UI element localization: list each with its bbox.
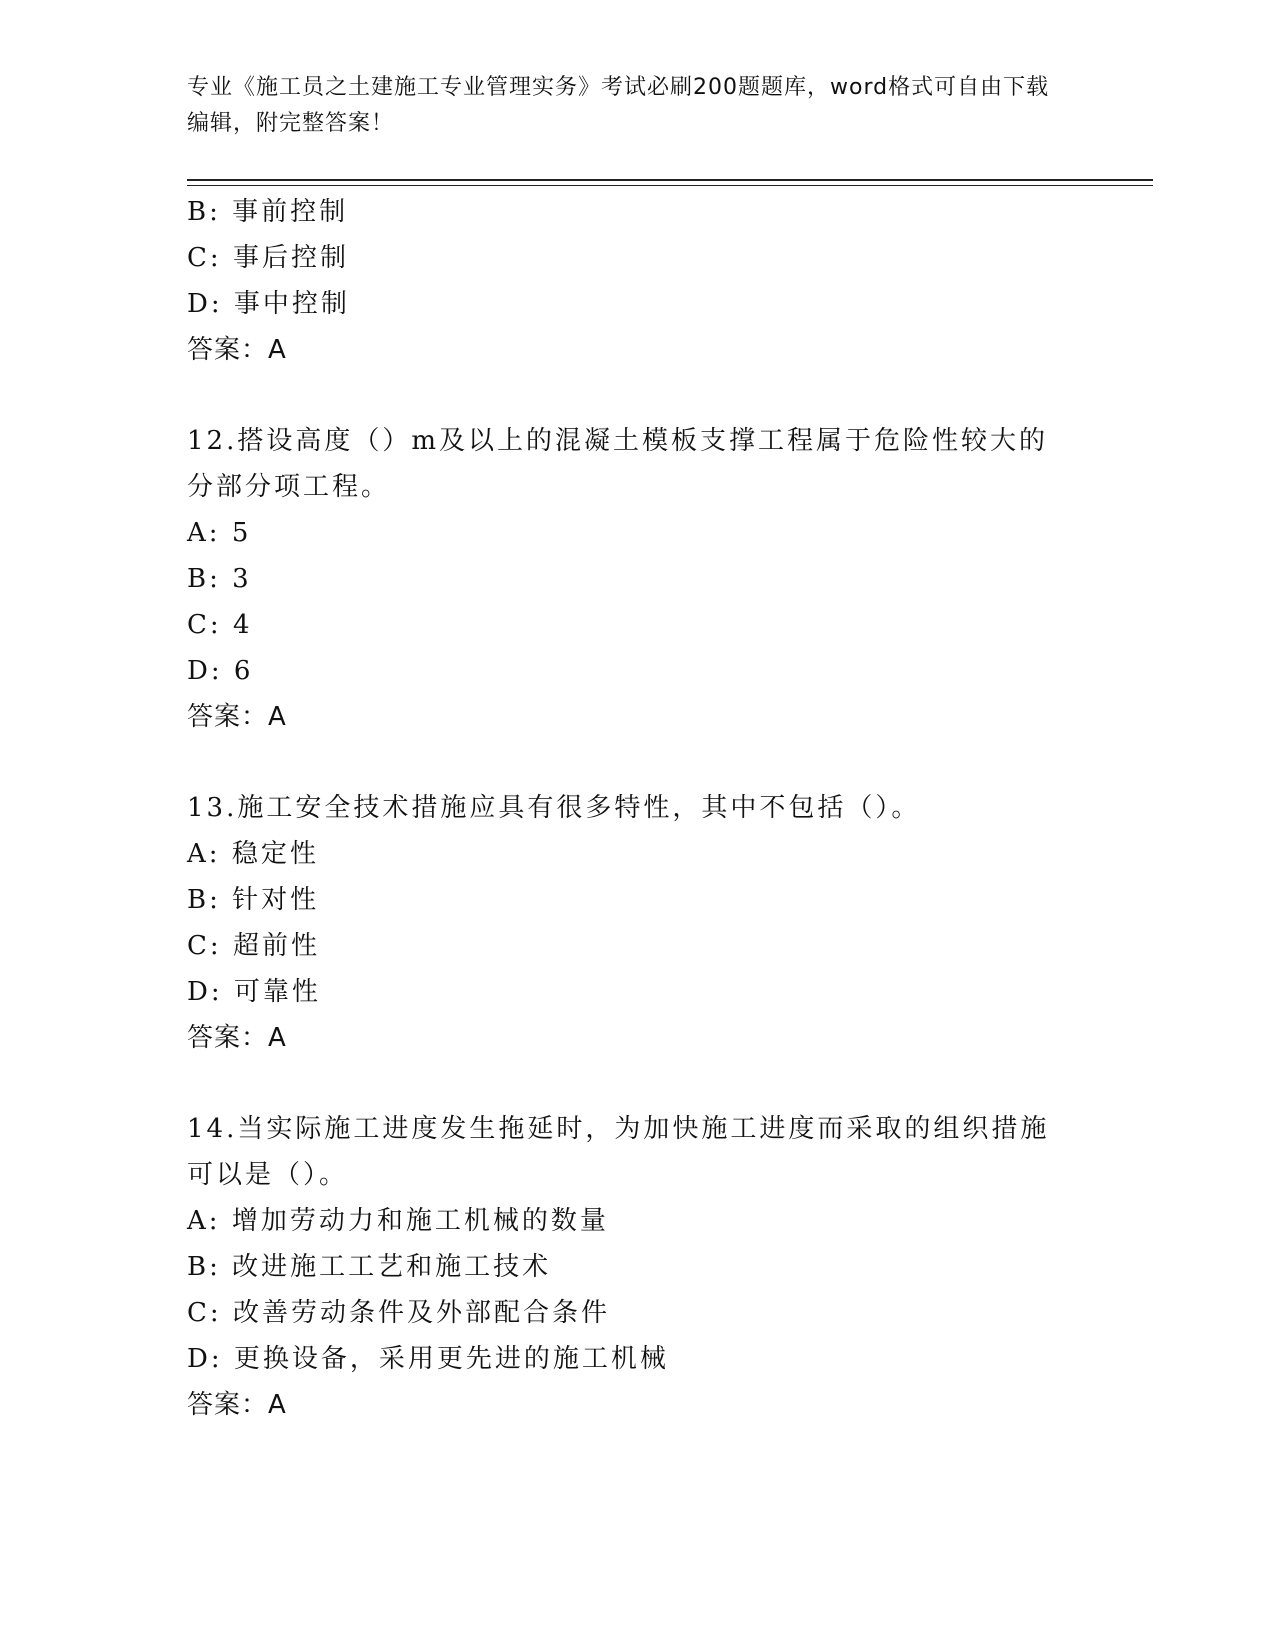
option-b: B: 事前控制	[187, 197, 349, 227]
question-stem: 14.当实际施工进度发生拖延时，为加快施工进度而采取的组织措施可以是（）。	[187, 1114, 1050, 1190]
option-c: C: 4	[187, 610, 253, 640]
option-d: D: 6	[187, 656, 254, 686]
question-11-continued	[187, 189, 1087, 373]
question-list	[187, 189, 1087, 1428]
question-stem: 12.搭设高度（）m及以上的混凝土模板支撑工程属于危险性较大的分部分项工程。	[187, 426, 1049, 502]
option-a: A: 增加劳动力和施工机械的数量	[187, 1206, 609, 1236]
option-d: D: 事中控制	[187, 289, 350, 319]
answer: 答案：A	[187, 702, 287, 732]
option-c: C: 事后控制	[187, 243, 349, 273]
document-header: 专业《施工员之土建施工专业管理实务》考试必刷200题题库，word格式可自由下载编辑，附完整答案！	[187, 75, 1050, 136]
option-b: B: 针对性	[187, 885, 320, 915]
option-b: B: 3	[187, 564, 252, 594]
option-a: A: 稳定性	[187, 839, 319, 869]
answer: 答案：A	[187, 335, 287, 365]
option-b: B: 改进施工工艺和施工技术	[187, 1252, 552, 1282]
option-d: D: 可靠性	[187, 977, 321, 1007]
option-c: C: 超前性	[187, 931, 320, 961]
header-rule	[187, 179, 1153, 181]
question-stem: 13.施工安全技术措施应具有很多特性，其中不包括（）。	[187, 793, 921, 823]
header-rule-thin	[187, 185, 1153, 186]
option-c: C: 改善劳动条件及外部配合条件	[187, 1298, 610, 1328]
question-12	[187, 418, 1087, 740]
option-d: D: 更换设备，采用更先进的施工机械	[187, 1344, 669, 1374]
option-a: A: 5	[187, 518, 252, 548]
question-14	[187, 1106, 1087, 1428]
answer: 答案：A	[187, 1390, 287, 1420]
question-13	[187, 785, 1087, 1061]
answer: 答案：A	[187, 1023, 287, 1053]
